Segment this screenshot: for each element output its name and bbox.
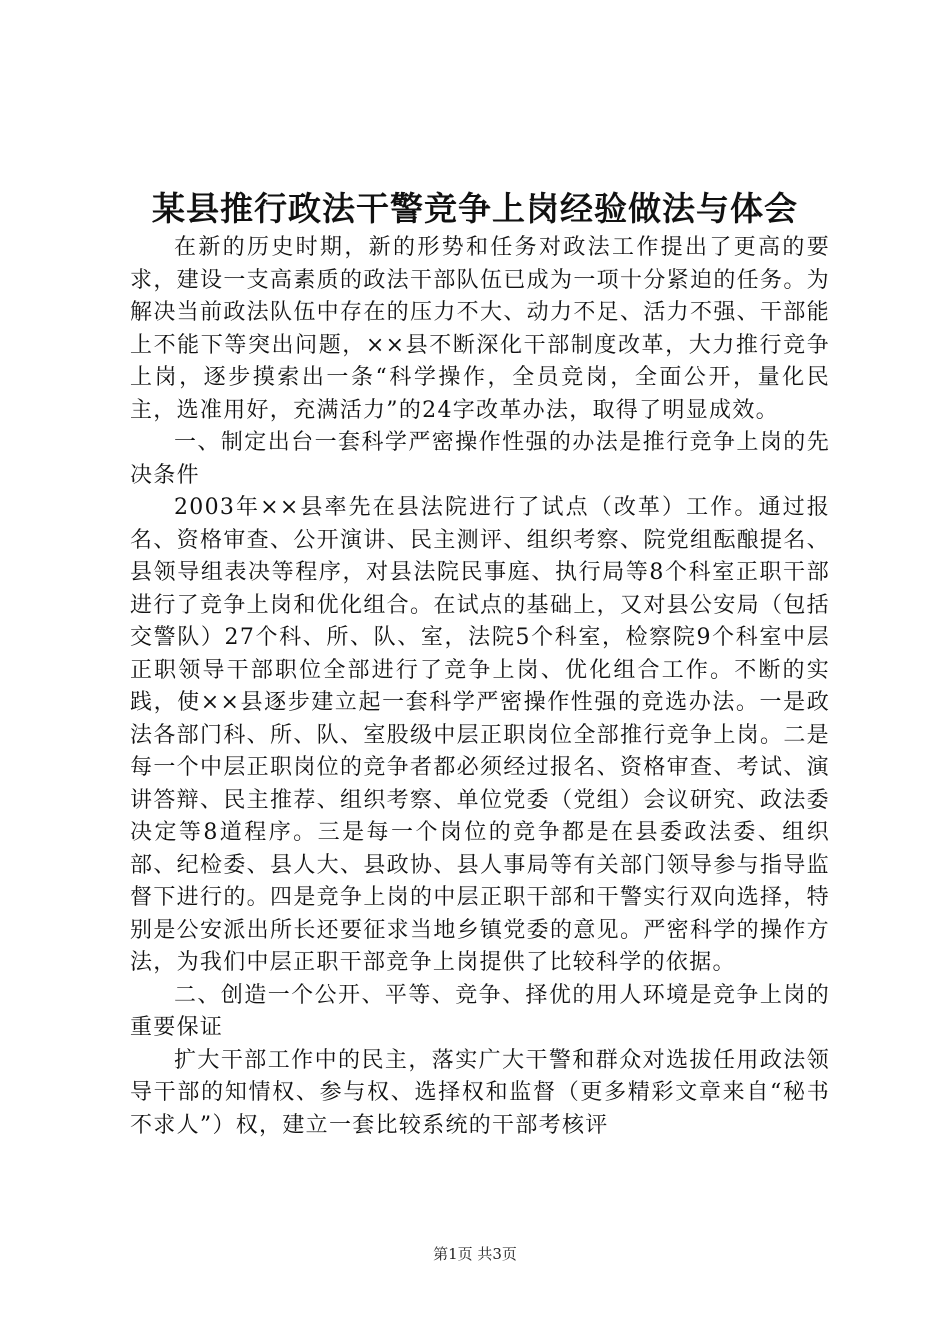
document-title: 某县推行政法干警竞争上岗经验做法与体会 (152, 189, 798, 228)
paragraph-section-1: 2003年××县率先在县法院进行了试点（改革）工作。通过报名、资格审查、公开演讲、民主测评、组织考察、院党组酝酿提名、县领导组表决等程序，对县法院民事庭、执行局等8个科室正职干部进行了竞争上岗和优化组合。在试点的基础上，又对县公安局（包括交警队）27个科、所、队、室，法院5个科室，检察院9个科室中层正职领导干部职位全部进行了竞争上岗、优化组合工作。不断的实践，使××县逐步建立起一套科学严密操作性强的竞选办法。一是政法各部门科、所、队、室股级中层正职岗位全部推行竞争上岗。二是每一个中层正职岗位的竞争者都必须经过报名、资格审查、考试、演讲答辩、民主推荐、组织考察、单位党委（党组）会议研究、政法委决定等8道程序。三是每一个岗位的竞争都是在县委政法委、组织部、纪检委、县人大、县政协、县人事局等有关部门领导参与指导监督下进行的。四是竞争上岗的中层正职干部和干警实行双向选择，特别是公安派出所长还要征求当地乡镇党委的意见。严密科学的操作方法，为我们中层正职干部竞争上岗提供了比较科学的依据。 (130, 495, 830, 975)
paragraph-intro: 在新的历史时期，新的形势和任务对政法工作提出了更高的要求，建设一支高素质的政法干部队伍已成为一项十分紧迫的任务。为解决当前政法队伍中存在的压力不大、动力不足、活力不强、干部能上不能下等突出问题，××县不断深化干部制度改革，大力推行竞争上岗，逐步摸索出一条“科学操作，全员竞岗，全面公开，量化民主，选准用好，充满活力”的24字改革办法，取得了明显成效。 (130, 235, 830, 423)
page-number-footer: 第1页 共3页 (433, 1245, 517, 1263)
paragraph-section-2: 扩大干部工作中的民主，落实广大干警和群众对选拔任用政法领导干部的知情权、参与权、选择权和监督（更多精彩文章来自“秘书不求人”）权，建立一套比较系统的干部考核评 (130, 1047, 830, 1138)
section-heading-2: 二、创造一个公开、平等、竞争、择优的用人环境是竞争上岗的重要保证 (130, 982, 830, 1040)
section-heading-1: 一、制定出台一套科学严密操作性强的办法是推行竞争上岗的先决条件 (130, 430, 830, 488)
document-body (130, 232, 830, 1142)
